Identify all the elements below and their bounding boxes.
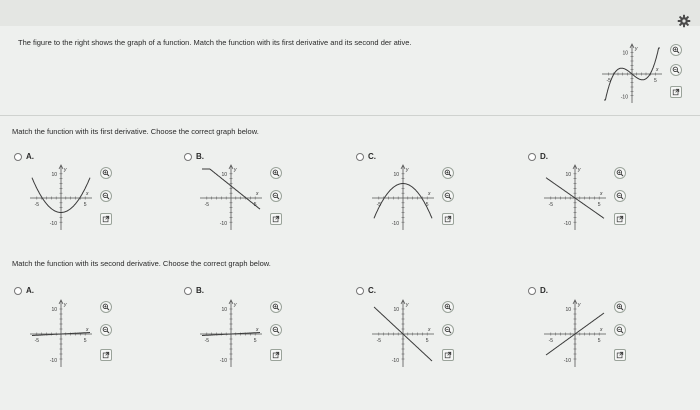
zoom-out-icon[interactable] xyxy=(670,64,682,76)
option-letter: B. xyxy=(196,152,204,161)
y-min-label: -10 xyxy=(391,221,399,228)
x-min-label: -5 xyxy=(34,338,40,344)
q2-graph-b xyxy=(196,298,266,370)
q2-option-d[interactable] xyxy=(528,286,548,295)
q2-option-a[interactable] xyxy=(14,286,34,295)
x-min-label: -5 xyxy=(34,202,40,208)
zoom-out-icon[interactable] xyxy=(100,324,112,336)
external-window-icon[interactable] xyxy=(442,349,454,361)
y-axis-label: y xyxy=(406,167,409,173)
x-min-label: -5 xyxy=(204,202,210,208)
q1-option-a[interactable] xyxy=(14,152,34,161)
zoom-out-icon[interactable] xyxy=(270,190,282,202)
x-max-label: 5 xyxy=(83,202,87,208)
x-axis-label: x xyxy=(600,327,603,333)
q1-option-c[interactable] xyxy=(356,152,376,161)
external-window-icon[interactable] xyxy=(670,86,682,98)
q2-option-b[interactable] xyxy=(184,286,204,295)
zoom-out-icon[interactable] xyxy=(614,190,626,202)
q1-graph-c xyxy=(368,163,438,233)
y-min-label: -10 xyxy=(391,358,399,364)
y-max-label: 10 xyxy=(565,171,571,178)
q1-option-d[interactable] xyxy=(528,152,548,161)
q2-graph-d xyxy=(540,298,610,370)
x-max-label: 5 xyxy=(597,338,601,344)
y-max-label: 10 xyxy=(393,171,399,178)
external-window-icon[interactable] xyxy=(270,213,282,225)
external-window-icon[interactable] xyxy=(614,349,626,361)
x-max-label: 5 xyxy=(253,338,257,344)
x-max-label: 5 xyxy=(653,78,657,84)
radio-button[interactable] xyxy=(356,153,364,161)
y-axis-label: y xyxy=(234,167,237,173)
y-min-label: -10 xyxy=(219,358,227,364)
y-axis-label: y xyxy=(635,46,638,52)
y-max-label: 10 xyxy=(51,171,57,178)
x-min-label: -5 xyxy=(548,338,554,344)
y-max-label: 10 xyxy=(221,307,227,313)
option-letter: A. xyxy=(26,286,34,295)
radio-button[interactable] xyxy=(528,153,536,161)
external-window-icon[interactable] xyxy=(100,213,112,225)
x-axis-label: x xyxy=(86,191,89,197)
zoom-out-icon[interactable] xyxy=(442,190,454,202)
q2-graph-a xyxy=(26,298,96,370)
y-max-label: 10 xyxy=(221,171,227,178)
x-min-label: -5 xyxy=(606,78,611,84)
function-graph xyxy=(598,42,666,106)
y-axis-label: y xyxy=(234,302,237,308)
zoom-in-icon[interactable] xyxy=(614,167,626,179)
y-axis-label: y xyxy=(578,302,581,308)
zoom-out-icon[interactable] xyxy=(442,324,454,336)
question-first-derivative: Match the function with its first derivative. Choose the correct graph below. xyxy=(12,127,259,136)
q1-graph-a xyxy=(26,163,96,233)
external-window-icon[interactable] xyxy=(614,213,626,225)
external-window-icon[interactable] xyxy=(270,349,282,361)
radio-button[interactable] xyxy=(528,287,536,295)
x-max-label: 5 xyxy=(425,338,429,344)
option-letter: B. xyxy=(196,286,204,295)
gear-icon[interactable] xyxy=(677,14,691,28)
y-max-label: 10 xyxy=(51,307,57,313)
y-axis-label: y xyxy=(578,167,581,173)
divider xyxy=(0,115,700,116)
radio-button[interactable] xyxy=(14,153,22,161)
q2-graph-c xyxy=(368,298,438,370)
option-letter: D. xyxy=(540,152,548,161)
zoom-out-icon[interactable] xyxy=(100,190,112,202)
x-axis-label: x xyxy=(428,191,431,197)
y-min-label: -10 xyxy=(49,221,57,228)
radio-button[interactable] xyxy=(14,287,22,295)
radio-button[interactable] xyxy=(184,287,192,295)
x-axis-label: x xyxy=(256,191,259,197)
x-axis-label: x xyxy=(256,327,259,333)
question-second-derivative: Match the function with its second derivative. Choose the correct graph below. xyxy=(12,259,271,268)
zoom-in-icon[interactable] xyxy=(670,44,682,56)
external-window-icon[interactable] xyxy=(100,349,112,361)
y-min-label: -10 xyxy=(219,221,227,228)
q1-graph-b xyxy=(196,163,266,233)
top-toolbar xyxy=(0,0,700,26)
x-axis-label: x xyxy=(86,327,89,333)
external-window-icon[interactable] xyxy=(442,213,454,225)
x-axis-label: x xyxy=(428,327,431,333)
q2-option-c[interactable] xyxy=(356,286,376,295)
zoom-in-icon[interactable] xyxy=(270,301,282,313)
x-min-label: -5 xyxy=(376,338,382,344)
zoom-in-icon[interactable] xyxy=(100,301,112,313)
option-letter: D. xyxy=(540,286,548,295)
x-min-label: -5 xyxy=(204,338,210,344)
zoom-in-icon[interactable] xyxy=(442,301,454,313)
x-max-label: 5 xyxy=(425,202,429,208)
x-min-label: -5 xyxy=(548,202,554,208)
zoom-in-icon[interactable] xyxy=(614,301,626,313)
option-letter: A. xyxy=(26,152,34,161)
radio-button[interactable] xyxy=(356,287,364,295)
y-min-label: -10 xyxy=(563,221,571,228)
x-axis-label: x xyxy=(600,191,603,197)
zoom-in-icon[interactable] xyxy=(442,167,454,179)
zoom-in-icon[interactable] xyxy=(270,167,282,179)
y-min-label: -10 xyxy=(49,358,57,364)
problem-prompt: The figure to the right shows the graph of a function. Match the function with its first derivative and its second der ative. xyxy=(18,38,412,47)
y-max-label: 10 xyxy=(622,50,628,57)
y-axis-label: y xyxy=(64,302,67,308)
zoom-out-icon[interactable] xyxy=(614,324,626,336)
y-max-label: 10 xyxy=(565,307,571,313)
y-axis-label: y xyxy=(64,167,67,173)
x-max-label: 5 xyxy=(83,338,87,344)
x-min-label: -5 xyxy=(376,202,382,208)
zoom-out-icon[interactable] xyxy=(270,324,282,336)
zoom-in-icon[interactable] xyxy=(100,167,112,179)
x-max-label: 5 xyxy=(597,202,601,208)
q1-option-b[interactable] xyxy=(184,152,204,161)
x-axis-label: x xyxy=(656,67,659,73)
option-letter: C. xyxy=(368,152,376,161)
y-axis-label: y xyxy=(406,302,409,308)
y-max-label: 10 xyxy=(393,307,399,313)
q1-graph-d xyxy=(540,163,610,233)
y-min-label: -10 xyxy=(620,94,628,101)
y-min-label: -10 xyxy=(563,358,571,364)
option-letter: C. xyxy=(368,286,376,295)
x-max-label: 5 xyxy=(253,202,257,208)
radio-button[interactable] xyxy=(184,153,192,161)
